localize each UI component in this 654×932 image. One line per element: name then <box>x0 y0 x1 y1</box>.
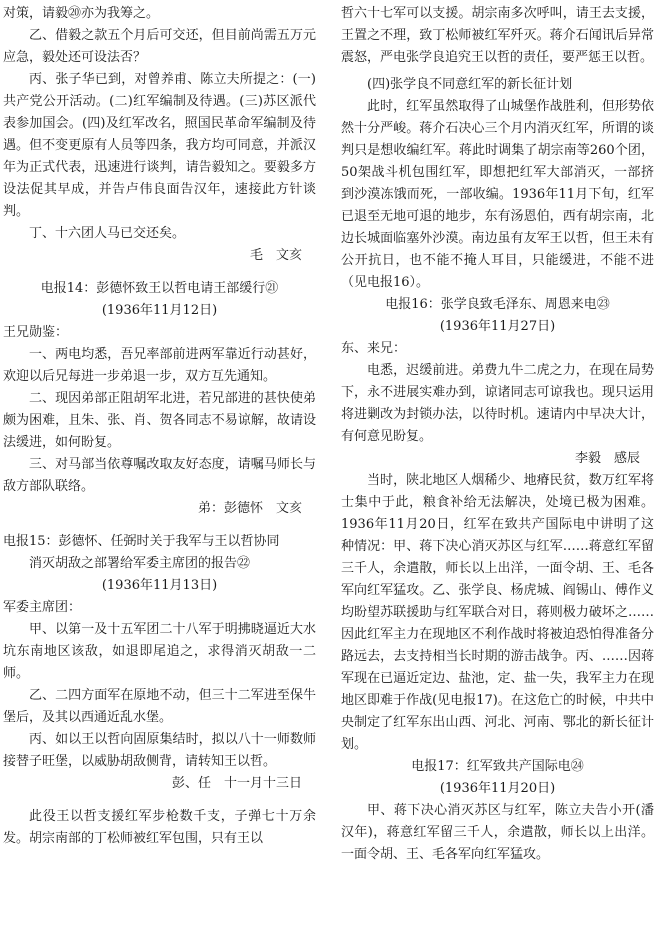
telegram-title: 消灭胡敌之部署给军委主席团的报告㉒ <box>29 556 251 571</box>
signature: 毛 文亥 <box>249 248 302 263</box>
right-column <box>341 3 654 866</box>
paragraph: 哲六十七军可以支援。胡宗南多次呼叫，请王去支援，王置之不理，致丁松师被红军歼灭。蒋介石闻讯后异常震怒，严电张学良追究王以哲的责任，要严惩王以哲。 <box>341 6 654 65</box>
paragraph: 当时，陕北地区人烟稀少、地瘠民贫，数万红军将士集中于此，粮食补给无法解决，处境已极为困难。1936年11月20日，红军在致共产国际电中讲明了这种情况：甲、蒋下决心消灭苏区与红军……蒋意红军留三千人，余遣散，师长以上出洋，一面令胡、王、毛各军向红军猛攻。乙、张学良、杨虎城、阎锡山、傅作义均盼望苏联援助与红军联合对日，蒋则极力破坏之……因此红军主力在现地区不利作战时将被迫恐怕得准备分路远去，去支持相当长时期的游击战争。丙、……因蒋军现在已逼近定边、盐池，定、盐一失，我军主力在现地区即难于作战(见电报17)。在这危亡的时候，中共中央制定了红军东出山西、河北、河南、鄂北的新长征计划。 <box>341 473 654 752</box>
paragraph: 军委主席团： <box>3 600 82 615</box>
telegram-title: 电报17：红军致共产国际电㉔ <box>411 759 584 774</box>
paragraph: 一、两电均悉，吾兄率部前进两军靠近行动甚好，欢迎以后兄每进一步弟退一步，双方互先通知。 <box>3 347 316 384</box>
telegram-title: 电报14：彭德怀致王以哲电请王部缓行㉑ <box>40 281 279 296</box>
telegram-date: (1936年11月27日) <box>439 319 556 334</box>
signature: 彭、任 十一月十三日 <box>171 776 302 791</box>
paragraph: 电悉，迟缓前进。弟费九牛二虎之力，在现在局势下，永不进展实难办到，谅诸同志可谅我也。现只运用将进剿改为封锁办法，以待时机。速请内中早决大计，有何意见盼复。 <box>341 363 654 444</box>
paragraph: 王兄勋鉴： <box>3 325 69 340</box>
telegram-title: 电报16：张学良致毛泽东、周恩来电㉓ <box>385 297 610 312</box>
paragraph: 对策，请毅⑳亦为我筹之。 <box>3 6 160 21</box>
paragraph: 丙、张子华已到，对曾养甫、陈立夫所提之：(一)共产党公开活动。(二)红军编制及待遇。(三)苏区派代表参加国会。(四)及红军改名，照国民革命军编制及待遇。但不变更原有人员等四条，我方均可同意，并派汉年为正式代表，迅速进行谈判，请告毅知之。要毅多方设法促其早成，并告卢伟良面告汉年，速接此方针谈判。 <box>3 72 316 219</box>
left-column <box>3 3 316 850</box>
paragraph: 丁、十六团人马已交还矣。 <box>29 226 186 241</box>
paragraph: 此役王以哲支援红军步枪数千支，子弹七十万余发。胡宗南部的丁松师被红军包围，只有王以 <box>3 809 316 846</box>
paragraph: 二、现因弟部正阻胡军北进，若兄部进的甚快使弟颇为困难，且朱、张、肖、贺各同志不易谅解，故请设法缓进，如何盼复。 <box>3 391 316 450</box>
paragraph: 甲、蒋下决心消灭苏区与红军，陈立夫告小开(潘汉年)，蒋意红军留三千人，余遣散，师长以上出洋。一面令胡、王、毛各军向红军猛攻。 <box>341 803 654 862</box>
paragraph: 丙、如以王以哲向固原集结时，拟以八十一师数师接替子旺堡，以威胁胡敌侧背，请转知王以哲。 <box>3 732 316 769</box>
telegram-date: (1936年11月20日) <box>439 781 556 796</box>
telegram-title: 电报15：彭德怀、任弼时关于我军与王以哲协同 <box>3 534 280 549</box>
paragraph: 此时，红军虽然取得了山城堡作战胜利，但形势依然十分严峻。蒋介石决心三个月内消灭红军，所谓的谈判只是想收编红军。蒋此时调集了胡宗南等260个团，50架战斗机包围红军，即想把红军大部消灭，一部挤到沙漠冻饿而死，一部收编。1936年11月下旬，红军已退至无地可退的地步，东有汤恩伯，西有胡宗南，北边长城面临塞外沙漠。南边虽有友军王以哲，但王未有公开抗日，也不能不掩人耳目，只能缓进，不能不进（见电报16）。 <box>341 99 654 290</box>
telegram-date: (1936年11月12日) <box>101 303 218 318</box>
paragraph: 甲、以第一及十五军团二十八军于明拂晓逼近大水坑东南地区该敌，如退即尾追之，求得消灭胡敌一二师。 <box>3 622 316 681</box>
section-heading: (四)张学良不同意红军的新长征计划 <box>367 77 573 92</box>
signature: 李毅 感辰 <box>574 451 640 466</box>
paragraph: 乙、二四方面军在原地不动，但三十二军进至保牛堡后，及其以西通近乱水堡。 <box>3 688 316 725</box>
paragraph: 乙、借毅之款五个月后可交还，但目前尚需五万元应急，毅处还可设法否？ <box>3 28 316 65</box>
signature: 弟：彭德怀 文亥 <box>197 501 302 516</box>
paragraph: 三、对马部当依尊嘱改取友好态度，请嘱马师长与敌方部队联络。 <box>3 457 316 494</box>
paragraph: 东、来兄： <box>341 341 407 356</box>
telegram-date: (1936年11月13日) <box>101 578 218 593</box>
